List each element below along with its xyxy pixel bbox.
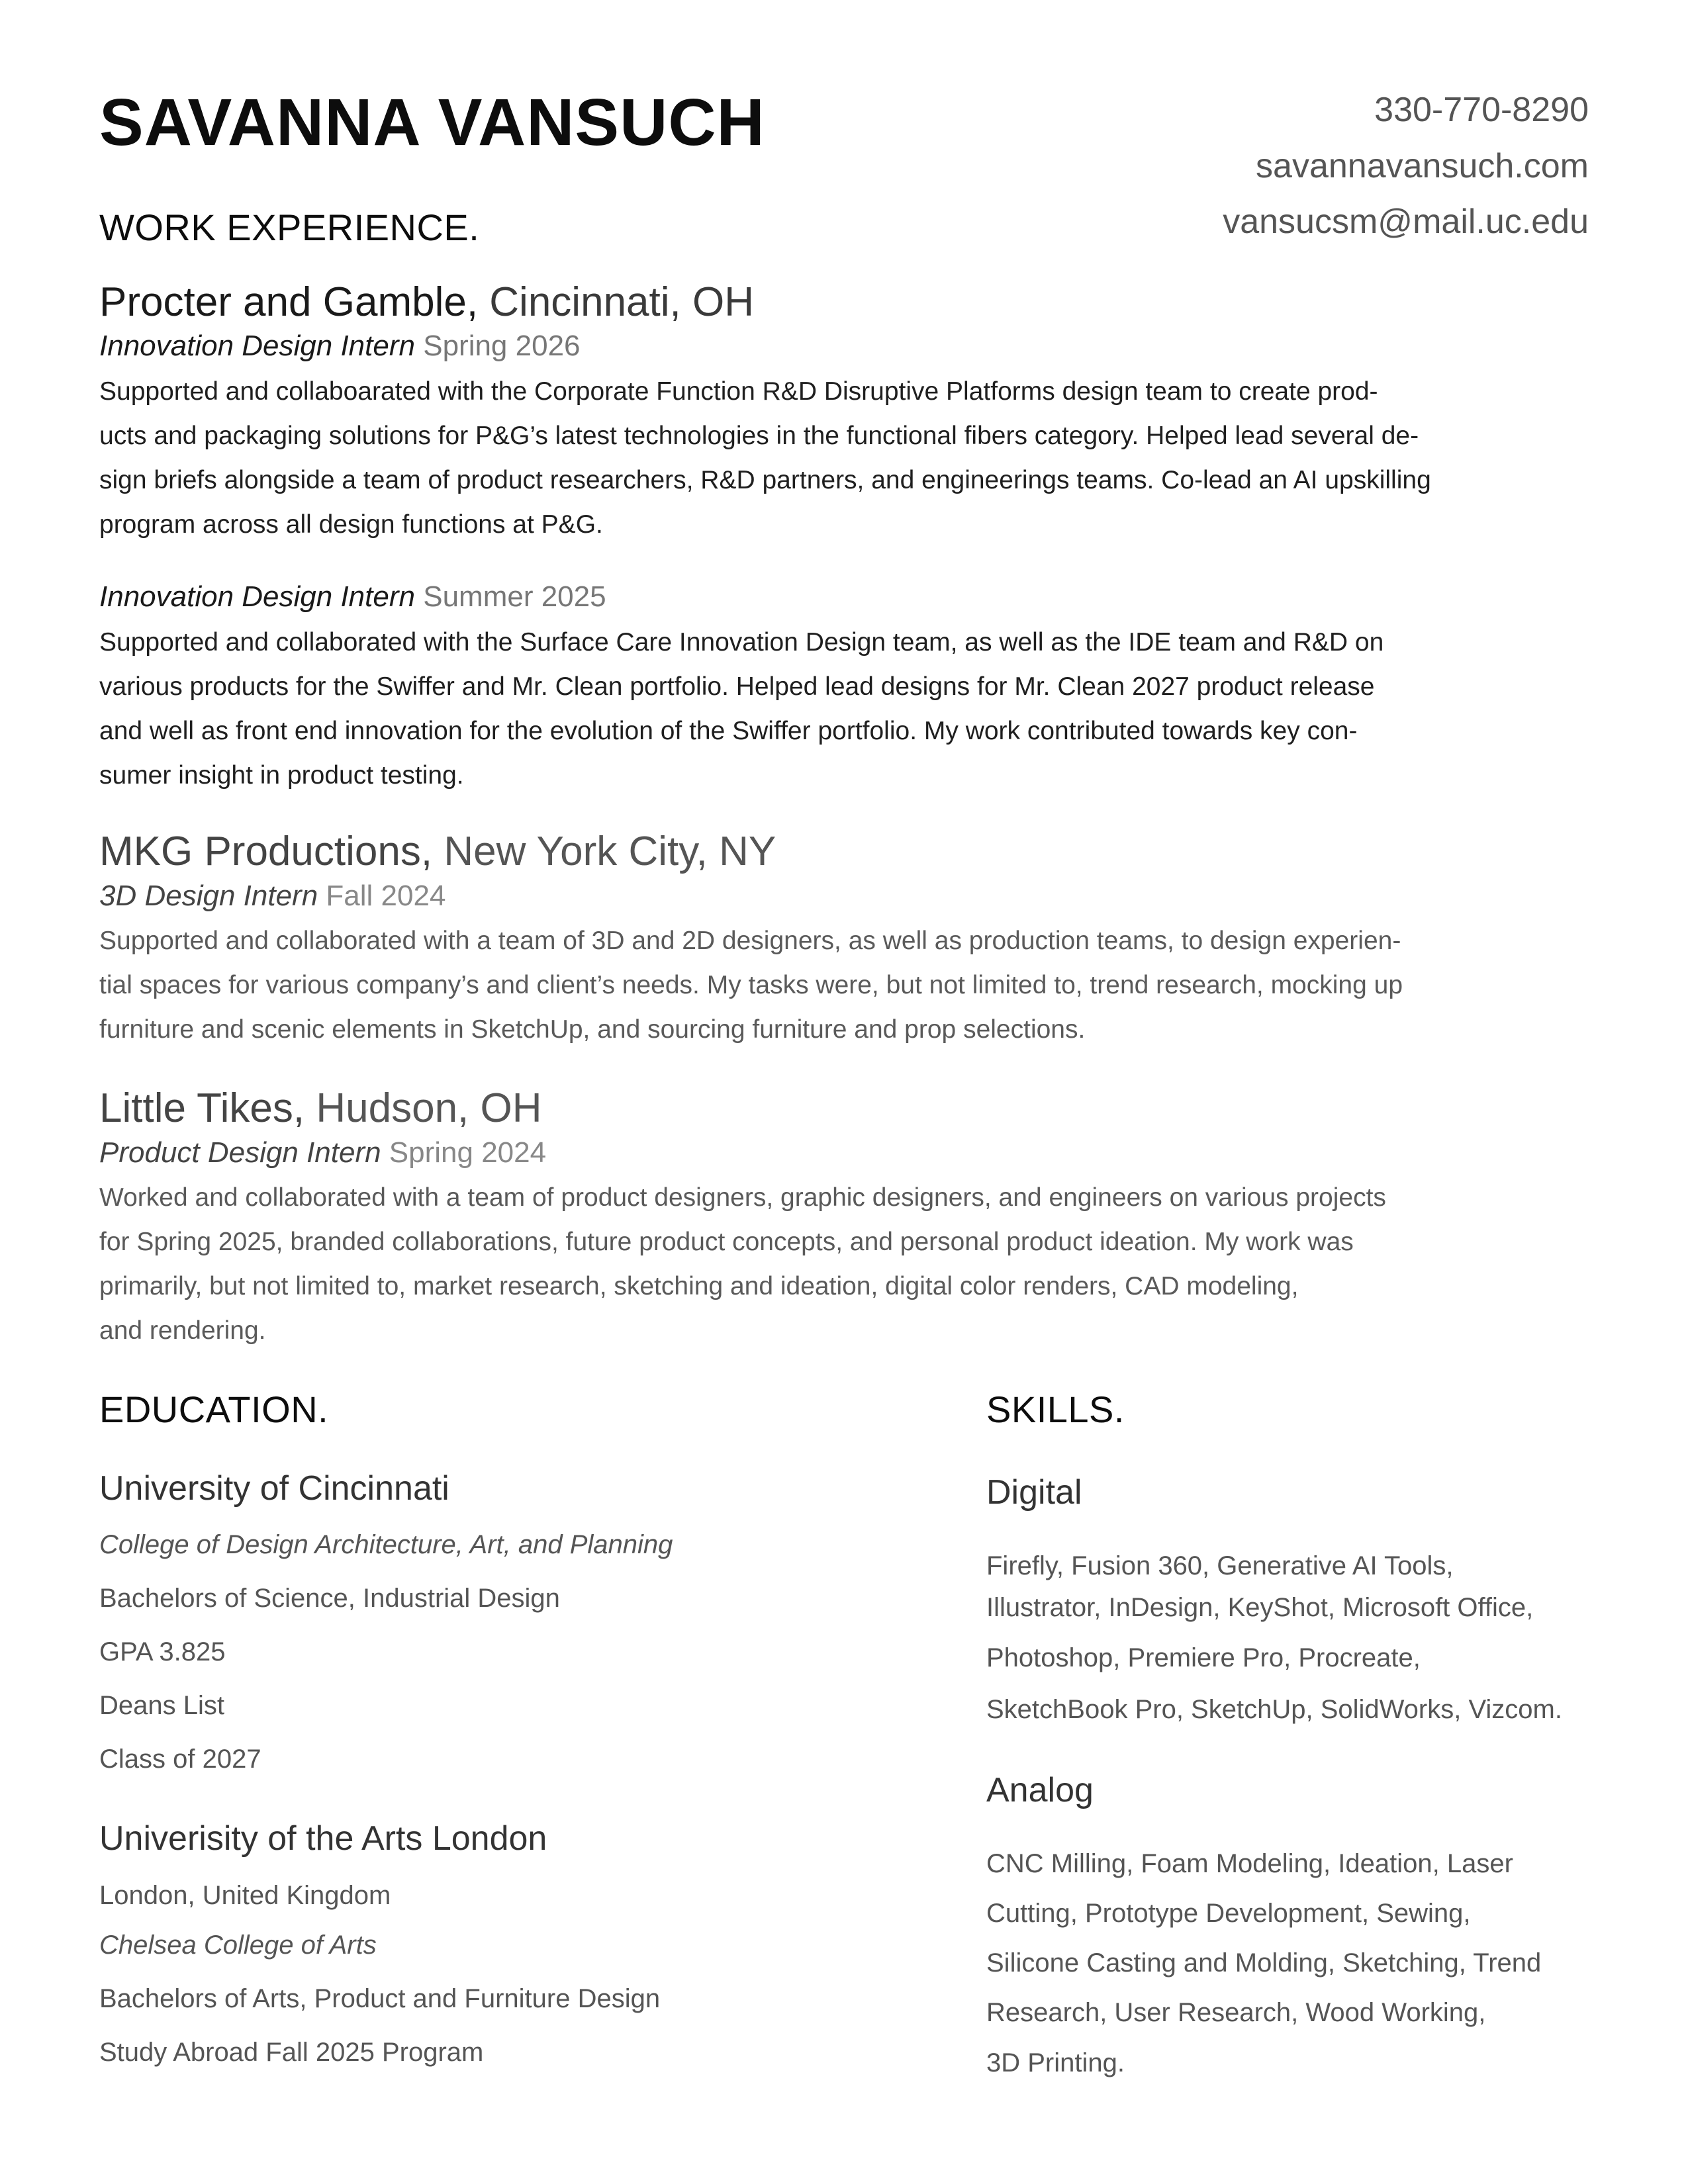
role-term: Fall 2024 [326,880,446,912]
description-line: sumer insight in product testing. [99,761,464,790]
company-name: Procter and Gamble, [99,279,479,325]
graduation-class: Class of 2027 [99,1745,261,1774]
description-line: and rendering. [99,1316,266,1345]
skills-analog-line: Silicone Casting and Molding, Sketching, Trend [986,1948,1542,1978]
honors: Deans List [99,1691,224,1720]
skills-analog-line: Cutting, Prototype Development, Sewing, [986,1899,1471,1928]
school-location: London, United Kingdom [99,1881,391,1910]
role-line [99,879,445,914]
skills-analog-heading: Analog [986,1771,1094,1809]
skills-analog-line: CNC Milling, Foam Modeling, Ideation, Laser [986,1849,1513,1878]
role-description [99,369,1595,547]
skills-digital-heading: Digital [986,1473,1082,1512]
role-description [99,919,1595,1052]
role-title: Product Design Intern [99,1136,381,1169]
description-line: Worked and collaborated with a team of product designers, graphic designers, and engineers on various projects [99,1183,1386,1212]
role-term: Summer 2025 [423,580,606,613]
role-description [99,1175,1595,1353]
college-name: Chelsea College of Arts [99,1931,377,1960]
degree: Bachelors of Arts, Product and Furniture Design [99,1984,661,2013]
role-description [99,620,1595,797]
role-title: Innovation Design Intern [99,330,415,362]
website-link[interactable]: savannavansuch.com [1256,147,1589,185]
company-name: MKG Productions, [99,829,433,874]
description-line: various products for the Swiffer and Mr. Clean portfolio. Helped lead designs for Mr. Clean 2027 product release [99,672,1375,701]
company-pg [99,278,754,327]
school-name: Univerisity of the Arts London [99,1819,547,1858]
description-line: Supported and collaborated with a team of 3D and 2D designers, as well as production teams, to design experien- [99,927,1401,955]
education-heading: EDUCATION. [99,1388,329,1430]
description-line: program across all design functions at P&G. [99,510,603,539]
role-term: Spring 2024 [389,1136,547,1169]
skills-digital-line: Photoshop, Premiere Pro, Procreate, [986,1643,1421,1672]
company-little-tikes [99,1084,542,1133]
skills-analog-line: Research, User Research, Wood Working, [986,1998,1486,2027]
description-line: Supported and collaboarated with the Corporate Function R&D Disruptive Platforms design team to create prod- [99,377,1378,406]
role-line [99,329,581,364]
role-title: Innovation Design Intern [99,580,415,613]
skills-heading: SKILLS. [986,1388,1125,1430]
description-line: tial spaces for various company’s and client’s needs. My tasks were, but not limited to, trend research, mocking up [99,971,1403,999]
description-line: primarily, but not limited to, market research, sketching and ideation, digital color renders, CAD modeling, [99,1272,1299,1300]
college-name: College of Design Architecture, Art, and Planning [99,1530,673,1559]
company-location: Hudson, OH [316,1085,542,1131]
skills-analog-line: 3D Printing. [986,2048,1125,2077]
school-name: University of Cincinnati [99,1469,449,1508]
company-location: Cincinnati, OH [489,279,754,325]
degree: Bachelors of Science, Industrial Design [99,1584,560,1613]
skills-digital-line: Illustrator, InDesign, KeyShot, Microsoft Office, [986,1593,1534,1622]
skills-digital-line: Firefly, Fusion 360, Generative AI Tools, [986,1551,1454,1580]
gpa: GPA 3.825 [99,1637,226,1666]
description-line: Supported and collaborated with the Surface Care Innovation Design team, as well as the IDE team and R&D on [99,628,1384,657]
company-name: Little Tikes, [99,1085,305,1131]
role-line [99,1136,546,1171]
description-line: for Spring 2025, branded collaborations, future product concepts, and personal product ideation. My work was [99,1228,1354,1256]
resume-name: SAVANNA VANSUCH [99,85,765,159]
role-term: Spring 2026 [423,330,581,362]
work-experience-heading: WORK EXPERIENCE. [99,206,480,248]
study-abroad-program: Study Abroad Fall 2025 Program [99,2038,484,2067]
company-mkg [99,827,776,876]
role-title: 3D Design Intern [99,880,318,912]
skills-digital-line: SketchBook Pro, SketchUp, SolidWorks, Vizcom. [986,1695,1562,1724]
email-link[interactable]: vansucsm@mail.uc.edu [1223,203,1589,241]
company-location: New York City, NY [444,829,776,874]
role-line [99,580,606,615]
phone-number: 330-770-8290 [1374,91,1589,129]
description-line: sign briefs alongside a team of product researchers, R&D partners, and engineerings teams. Co-lead an AI upskilling [99,466,1431,494]
description-line: ucts and packaging solutions for P&G’s latest technologies in the functional fibers category. Helped lead several de- [99,422,1419,450]
description-line: and well as front end innovation for the evolution of the Swiffer portfolio. My work contributed towards key con- [99,717,1358,745]
description-line: furniture and scenic elements in SketchUp, and sourcing furniture and prop selections. [99,1015,1086,1044]
